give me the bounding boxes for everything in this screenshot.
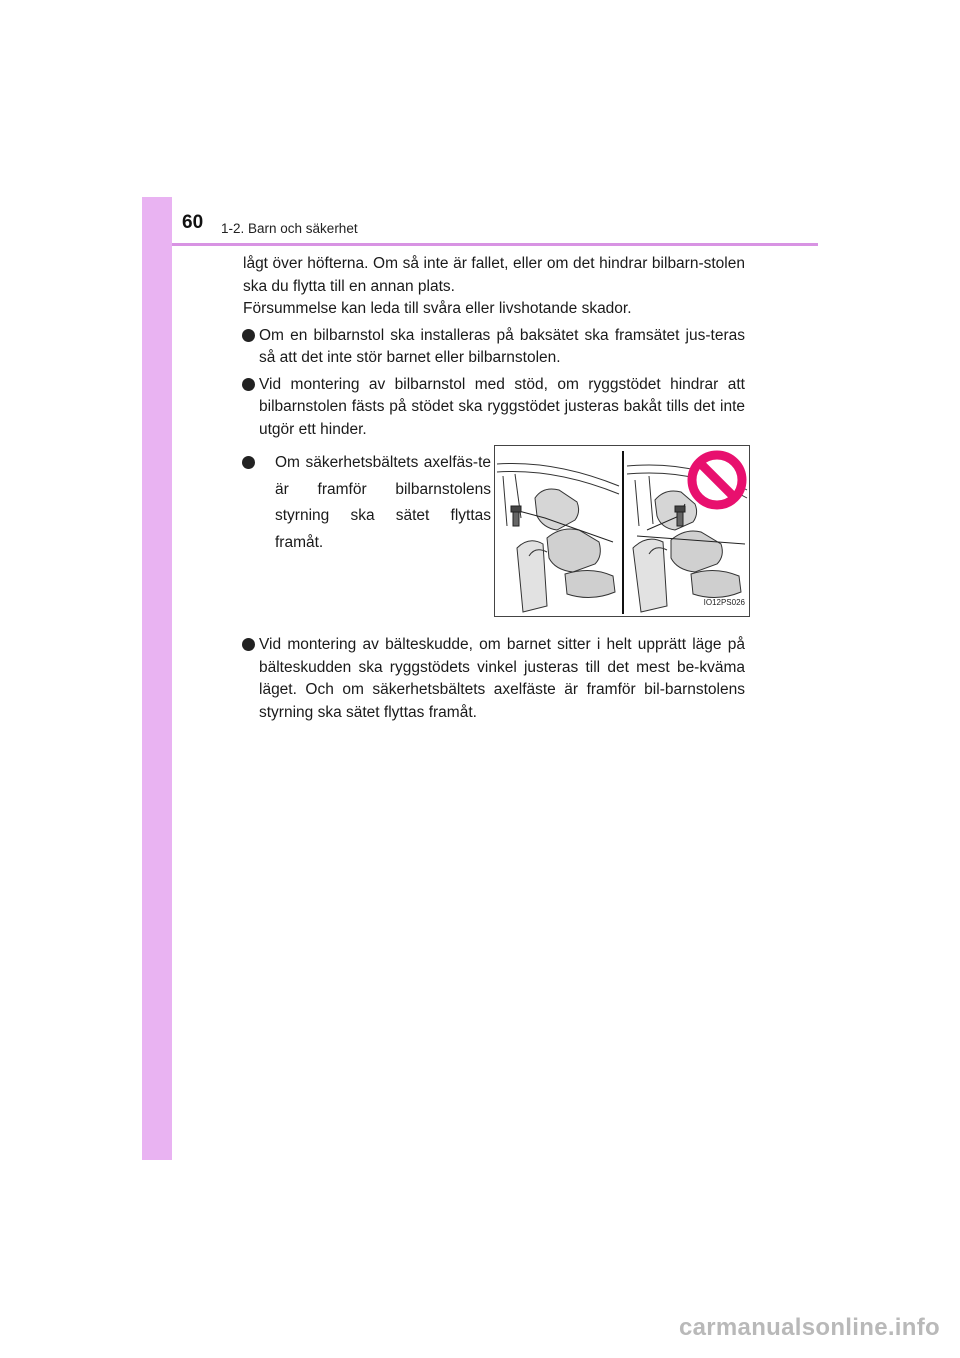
prohibition-icon [692,455,742,505]
bullet-icon [242,378,255,391]
section-title: 1-2. Barn och säkerhet [221,221,358,236]
bullet-icon [242,329,255,342]
bullet-icon [242,638,255,651]
main-content [243,253,745,724]
illustration-drawing [495,446,749,616]
intro-paragraph: lågt över höfterna. Om så inte är fallet, eller om det hindrar bilbarn-stolen ska du flytta till en annan plats. [243,255,745,295]
list-item-text: Om säkerhetsbältets axelfäs-te är framför bilbarnstolens styrning ska sätet flyttas framåt. [275,454,491,551]
child-seat-illustration [494,445,750,617]
list-item [243,634,745,724]
side-tab-bar [142,197,172,1160]
list-item-with-figure [243,450,745,628]
bullet-icon [242,456,255,469]
list-item [243,325,745,370]
header-divider [172,243,818,246]
list-item-text: Om en bilbarnstol ska installeras på baksätet ska framsätet jus-teras så att det inte stör barnet eller bilbarnstolen. [259,326,745,366]
list-item [243,374,745,442]
left-panel-drawing [497,463,619,612]
warning-sentence: Försummelse kan leda till svåra eller livshotande skador. [243,300,632,317]
watermark-text: carmanualsonline.info [678,1314,940,1341]
list-item-text: Vid montering av bilbarnstol med stöd, om ryggstödet hindrar att bilbarnstolen fästs på stödet ska ryggstödet justeras bakåt tills det inte utgör ett hinder. [259,375,745,438]
figure-code: IO12PS026 [703,597,745,607]
page-number: 60 [182,212,204,233]
list-item-text: Vid montering av bälteskudde, om barnet sitter i helt upprätt läge på bälteskudden ska ryggstödets vinkel justeras till det mest be-kväma läget. Och om säkerhetsbältets axelfäste är framför bil-barnstolens styrning ska sätet flyttas framåt. [259,636,745,721]
